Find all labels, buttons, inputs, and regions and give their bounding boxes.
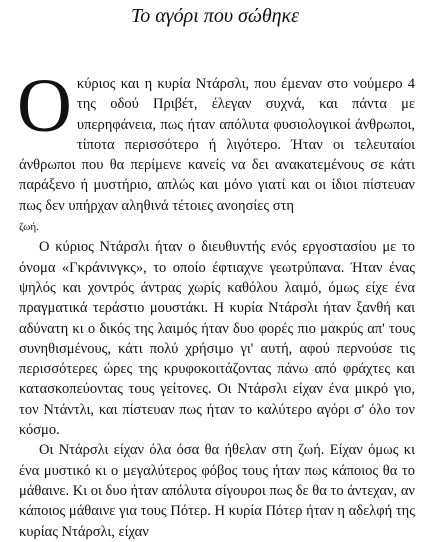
paragraph-2: Ο κύριος Ντάρσλι ήταν ο διευθυντής ενός εργοστασίου με το όνομα «Γκράνινγκς», το οποίο έφτιαχνε γεωτρύπανα. Ήταν ένας ψηλός και χοντρός άντρας χωρίς καθόλου λαιμό, όμως είχε ένα πραγματικά τεράστιο μουστάκι. Η κυρία Ντάρσλι ήταν ξανθή και αδύνατη κι ο δικός της λαιμός ήταν δυο φορές πιο μακρύς απ' τους συνηθισμένους, κάτι πολύ χρήσιμο γι' αυτή, αφού περνούσε τις περισσότερες ώρες της κρυφοκοιτάζοντας πάνω από φράχτες και κατασκοπεύοντας τους γείτονες. Οι Ντάρσλι είχαν ένα μικρό γιο, τον Ντάντλι, και πίστευαν πως ήταν το καλύτερο αγόρι σ' όλο τον κόσμο. (19, 239, 415, 439)
body-text (17, 64, 415, 542)
paragraph-1-text: κύριος και η κυρία Ντάρσλι, που έμεναν στο νούμερο 4 της οδού Πριβέτ, έλεγαν συχνά, και πάντα με υπερηφάνεια, πως ήταν απόλυτα φυσιολογικοί άνθρωποι, τίποτα περισσότερο ή λιγότερο. Ήταν οι τελευταίοι άνθρωποι που θα περίμενε κανείς να δει ανακατεμένους σε κάτι παράξενο ή μυστήριο, απλώς και μόνο γιατί και οι ίδιοι πίστευαν πως δεν υπήρχαν αληθινά τέτοιες ανοησίες στη (19, 76, 415, 214)
paragraph-1-tail: ζωή. (19, 221, 39, 234)
chapter-title: Το αγόρι που σώθηκε (130, 5, 300, 27)
paragraph-1 (17, 64, 415, 237)
drop-cap: Ο (17, 64, 72, 148)
paragraph-3: Οι Ντάρσλι είχαν όλα όσα θα ήθελαν στη ζωή. Είχαν όμως κι ένα μυστικό κι ο μεγαλύτερος φόβος τους ήταν πως κάποιος θα το μάθαινε. Κι οι δυο ήταν απόλυτα σίγουροι πως δε θα το άντεχαν, αν κάποιος μάθαινε για τους Πότερ. Η κυρία Πότερ ήταν η αδελφή της κυρίας Ντάρσλι, είχαν (19, 442, 415, 540)
